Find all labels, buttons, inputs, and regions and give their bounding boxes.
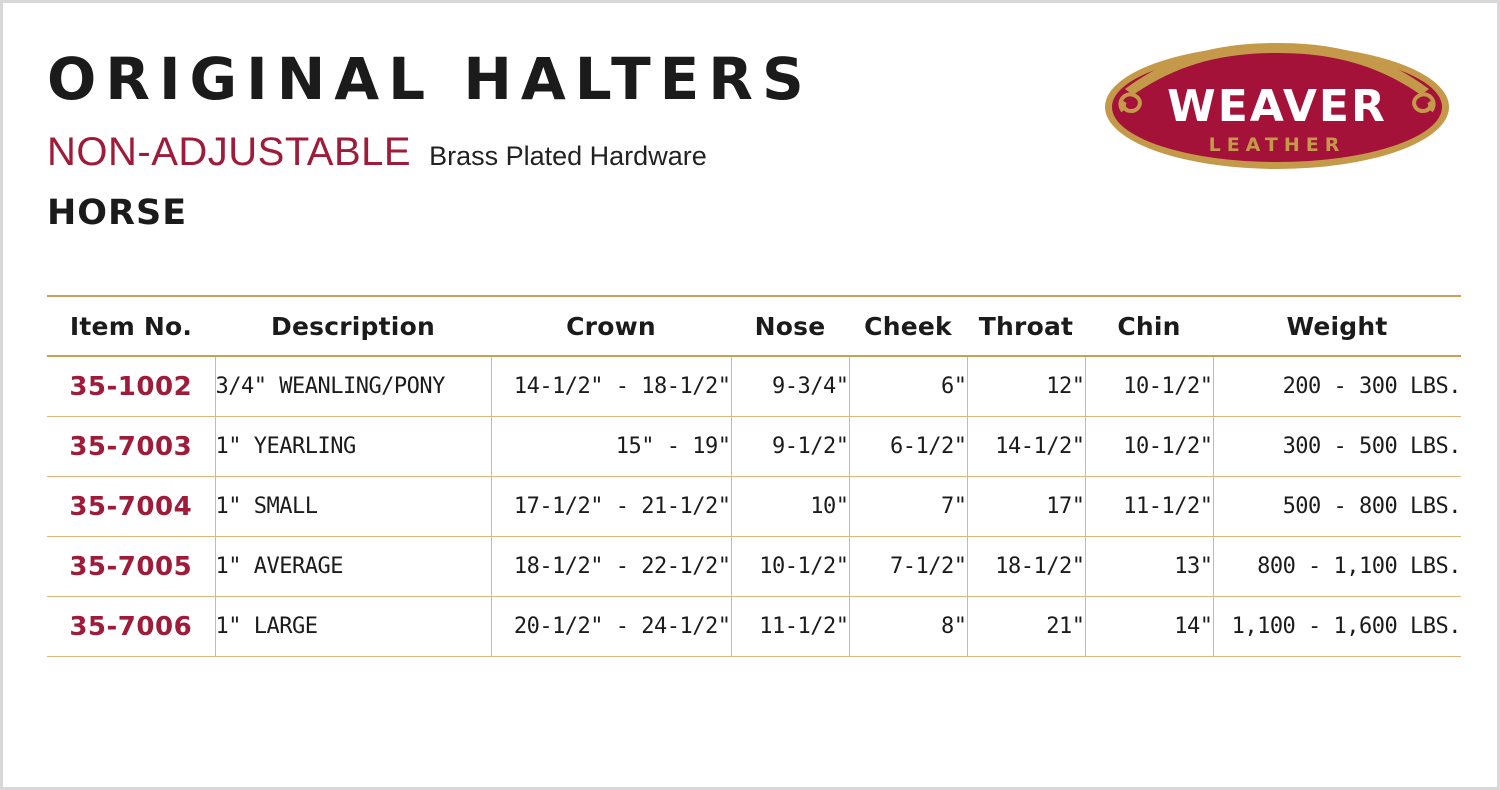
cell-nose: 9-1/2"	[731, 417, 849, 477]
table-row	[47, 477, 1461, 537]
cell-weight: 1,100 - 1,600 LBS.	[1213, 597, 1461, 657]
spec-table-container	[47, 295, 1461, 657]
col-header-cheek: Cheek	[849, 296, 967, 356]
cell-throat: 14-1/2"	[967, 417, 1085, 477]
spec-table	[47, 295, 1461, 657]
cell-crown: 17-1/2" - 21-1/2"	[491, 477, 731, 537]
header-block	[47, 45, 1107, 233]
table-row	[47, 597, 1461, 657]
col-header-chin: Chin	[1085, 296, 1213, 356]
logo-tagline-text: LEATHER	[1208, 134, 1346, 156]
table-row	[47, 537, 1461, 597]
cell-weight: 500 - 800 LBS.	[1213, 477, 1461, 537]
cell-chin: 10-1/2"	[1085, 417, 1213, 477]
cell-description: 3/4" WEANLING/PONY	[215, 356, 491, 417]
cell-nose: 10"	[731, 477, 849, 537]
subtitle: NON-ADJUSTABLE	[47, 129, 412, 174]
cell-item-no: 35-7006	[47, 597, 215, 657]
page-title: ORIGINAL HALTERS	[47, 45, 813, 113]
cell-throat: 12"	[967, 356, 1085, 417]
cell-nose: 11-1/2"	[731, 597, 849, 657]
cell-cheek: 7"	[849, 477, 967, 537]
cell-crown: 20-1/2" - 24-1/2"	[491, 597, 731, 657]
cell-nose: 10-1/2"	[731, 537, 849, 597]
hardware-note: Brass Plated Hardware	[429, 140, 707, 171]
category-heading: HORSE	[47, 192, 188, 233]
cell-item-no: 35-7004	[47, 477, 215, 537]
cell-weight: 300 - 500 LBS.	[1213, 417, 1461, 477]
weaver-leather-logo	[1103, 33, 1451, 181]
cell-chin: 10-1/2"	[1085, 356, 1213, 417]
cell-weight: 800 - 1,100 LBS.	[1213, 537, 1461, 597]
cell-description: 1" SMALL	[215, 477, 491, 537]
cell-chin: 11-1/2"	[1085, 477, 1213, 537]
cell-crown: 18-1/2" - 22-1/2"	[491, 537, 731, 597]
cell-weight: 200 - 300 LBS.	[1213, 356, 1461, 417]
cell-nose: 9-3/4"	[731, 356, 849, 417]
col-header-nose: Nose	[731, 296, 849, 356]
cell-cheek: 6"	[849, 356, 967, 417]
col-header-crown: Crown	[491, 296, 731, 356]
cell-description: 1" LARGE	[215, 597, 491, 657]
logo-brand-text: WEAVER	[1167, 81, 1387, 132]
cell-throat: 21"	[967, 597, 1085, 657]
cell-crown: 14-1/2" - 18-1/2"	[491, 356, 731, 417]
cell-throat: 18-1/2"	[967, 537, 1085, 597]
cell-item-no: 35-7005	[47, 537, 215, 597]
table-row	[47, 356, 1461, 417]
cell-chin: 14"	[1085, 597, 1213, 657]
cell-item-no: 35-1002	[47, 356, 215, 417]
cell-cheek: 6-1/2"	[849, 417, 967, 477]
subtitle-row	[47, 130, 1107, 175]
table-body	[47, 356, 1461, 657]
cell-item-no: 35-7003	[47, 417, 215, 477]
cell-cheek: 8"	[849, 597, 967, 657]
table-header-row	[47, 296, 1461, 356]
cell-crown: 15" - 19"	[491, 417, 731, 477]
cell-chin: 13"	[1085, 537, 1213, 597]
cell-description: 1" YEARLING	[215, 417, 491, 477]
col-header-weight: Weight	[1213, 296, 1461, 356]
col-header-item-no: Item No.	[47, 296, 215, 356]
cell-description: 1" AVERAGE	[215, 537, 491, 597]
table-header	[47, 296, 1461, 356]
col-header-description: Description	[215, 296, 491, 356]
col-header-throat: Throat	[967, 296, 1085, 356]
cell-throat: 17"	[967, 477, 1085, 537]
cell-cheek: 7-1/2"	[849, 537, 967, 597]
table-row	[47, 417, 1461, 477]
